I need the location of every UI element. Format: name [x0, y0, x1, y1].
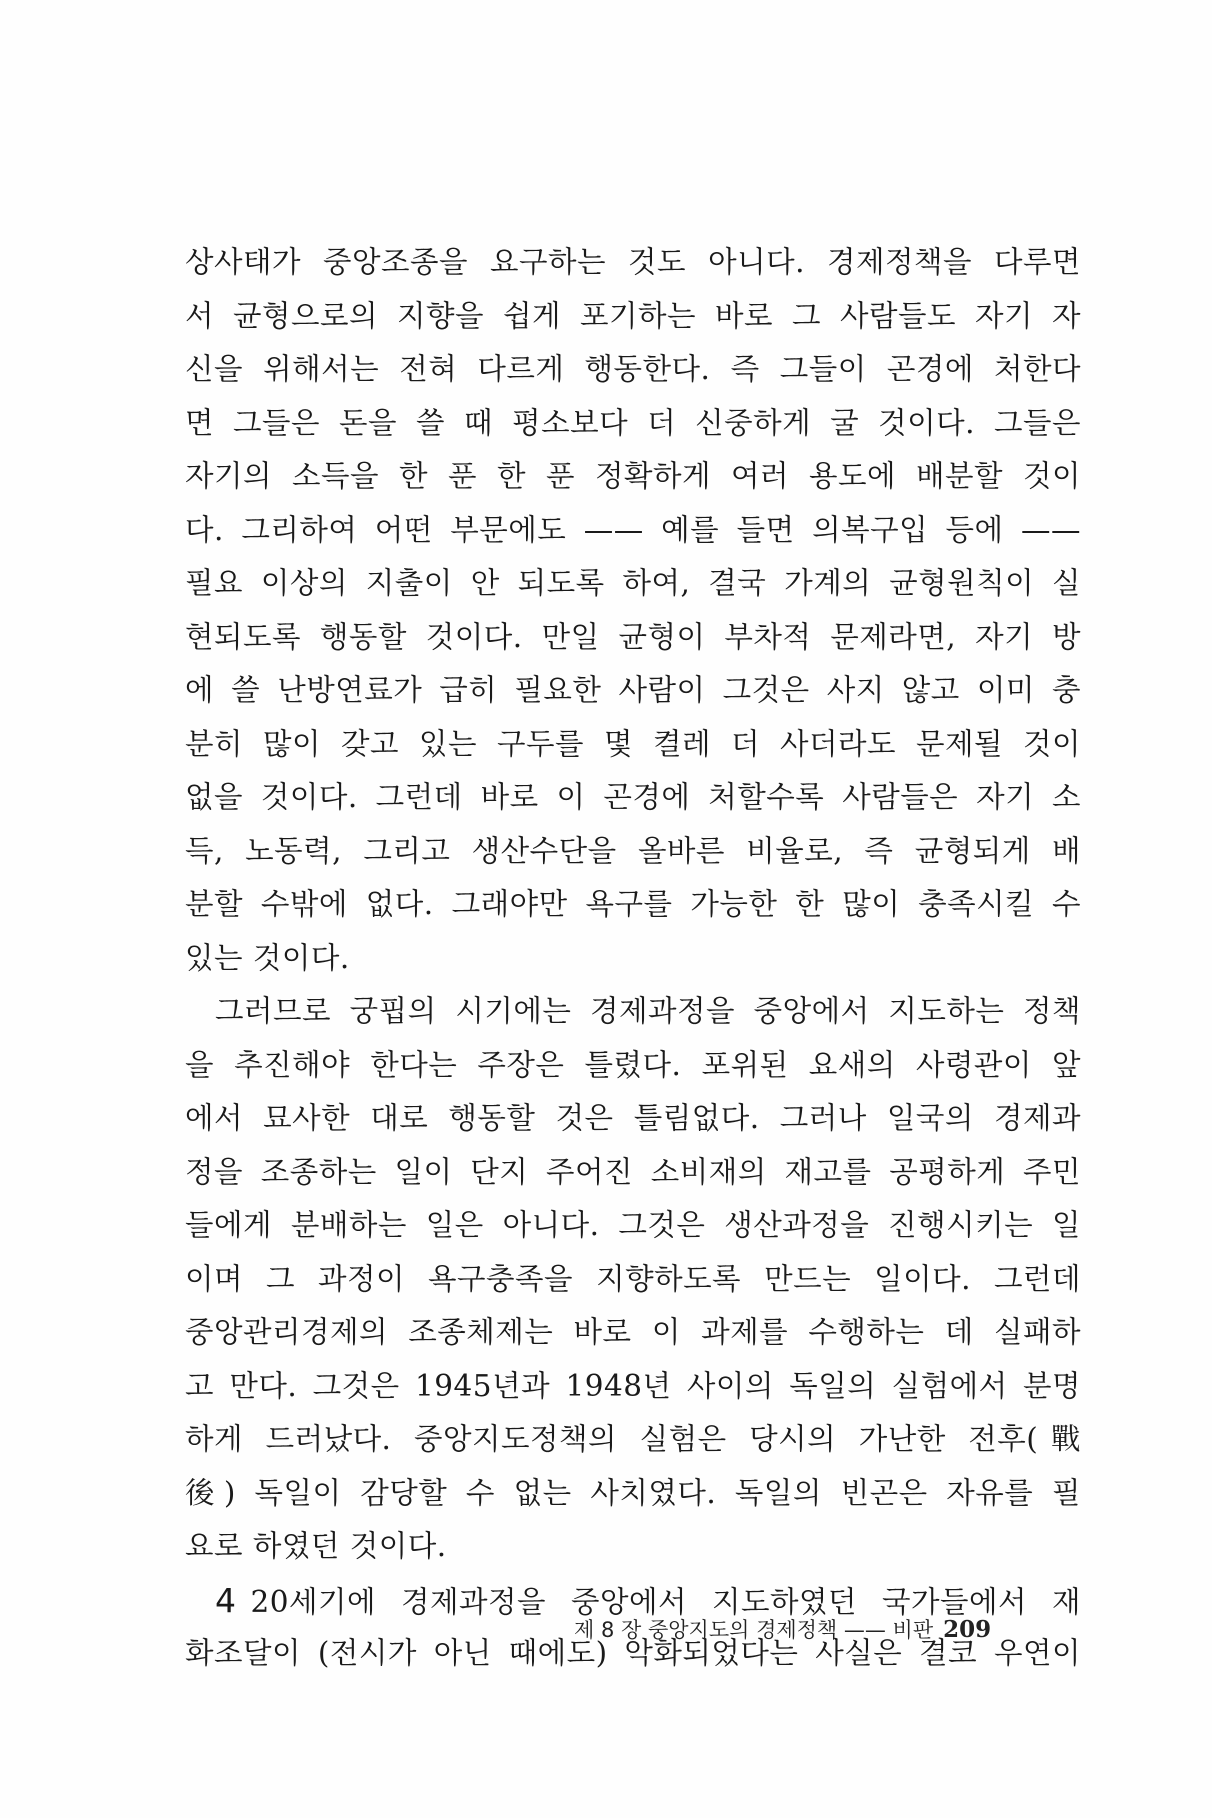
- body-line: 에 쓸 난방연료가 급히 필요한 사람이 그것은 사지 않고 이미 충: [185, 673, 1081, 707]
- section-second-line: 화조달이 (전시가 아닌 때에도) 악화되었다는 사실은 결코 우연이: [185, 1636, 1081, 1670]
- paragraph-end-line: 있는 것이다.: [185, 940, 350, 975]
- page-number: 209: [943, 1616, 992, 1643]
- body-line: 분할 수밖에 없다. 그래야만 욕구를 가능한 한 많이 충족시킬 수: [185, 887, 1081, 921]
- paragraph-start-line: 그러므로 궁핍의 시기에는 경제과정을 중앙에서 지도하는 정책: [215, 994, 1081, 1028]
- body-line: 현되도록 행동할 것이다. 만일 균형이 부차적 문제라면, 자기 방: [185, 619, 1081, 654]
- body-line: 서 균형으로의 지향을 쉽게 포기하는 바로 그 사람들도 자기 자: [185, 298, 1081, 333]
- body-line: 면 그들은 돈을 쓸 때 평소보다 더 신중하게 굴 것이다. 그들은: [185, 405, 1081, 440]
- body-line: 필요 이상의 지출이 안 되도록 하여, 결국 가계의 균형원칙이 실: [185, 566, 1081, 600]
- body-line: 분히 많이 갖고 있는 구두를 몇 켤레 더 사더라도 문제될 것이: [185, 726, 1081, 761]
- body-line: 에서 묘사한 대로 행동할 것은 틀림없다. 그러나 일국의 경제과: [185, 1101, 1081, 1135]
- body-line: 없을 것이다. 그런데 바로 이 곤경에 처할수록 사람들은 자기 소: [185, 780, 1081, 814]
- body-line: 신을 위해서는 전혀 다르게 행동한다. 즉 그들이 곤경에 처한다: [185, 352, 1081, 386]
- body-line: 을 추진해야 한다는 주장은 틀렸다. 포위된 요새의 사령관이 앞: [185, 1047, 1081, 1082]
- body-line: 중앙관리경제의 조종체제는 바로 이 과제를 수행하는 데 실패하: [185, 1315, 1081, 1349]
- body-text: [185, 236, 1081, 1681]
- body-line: 들에게 분배하는 일은 아니다. 그것은 생산과정을 진행시키는 일: [185, 1208, 1081, 1242]
- paragraph-end-line: 요로 하였던 것이다.: [185, 1529, 447, 1563]
- section-first-line-text: 20세기에 경제과정을 중앙에서 지도하였던 국가들에서 재: [250, 1584, 1081, 1619]
- page-footer: [574, 1610, 1074, 1650]
- body-line: 정을 조종하는 일이 단지 주어진 소비재의 재고를 공평하게 주민: [185, 1154, 1081, 1189]
- body-line: 상사태가 중앙조종을 요구하는 것도 아니다. 경제정책을 다루면: [185, 245, 1081, 279]
- body-line: 고 만다. 그것은 1945년과 1948년 사이의 독일의 실험에서 분명: [185, 1368, 1081, 1403]
- body-line: 다. 그리하여 어떤 부문에도 —— 예를 들면 의복구입 등에 ——: [185, 512, 1081, 547]
- body-line: 하게 드러났다. 중앙지도정책의 실험은 당시의 가난한 전후(戰: [185, 1422, 1081, 1456]
- running-head: 제 8 장 중앙지도의 경제정책 —— 비판: [574, 1618, 934, 1642]
- body-line: 득, 노동력, 그리고 생산수단을 올바른 비율로, 즉 균형되게 배: [185, 833, 1081, 868]
- body-line: 이며 그 과정이 욕구충족을 지향하도록 만드는 일이다. 그런데: [185, 1261, 1081, 1296]
- body-line: 자기의 소득을 한 푼 한 푼 정확하게 여러 용도에 배분할 것이: [185, 459, 1081, 493]
- section-number: 4: [215, 1580, 237, 1620]
- body-line: 後) 독일이 감당할 수 없는 사치였다. 독일의 빈곤은 자유를 필: [185, 1475, 1081, 1510]
